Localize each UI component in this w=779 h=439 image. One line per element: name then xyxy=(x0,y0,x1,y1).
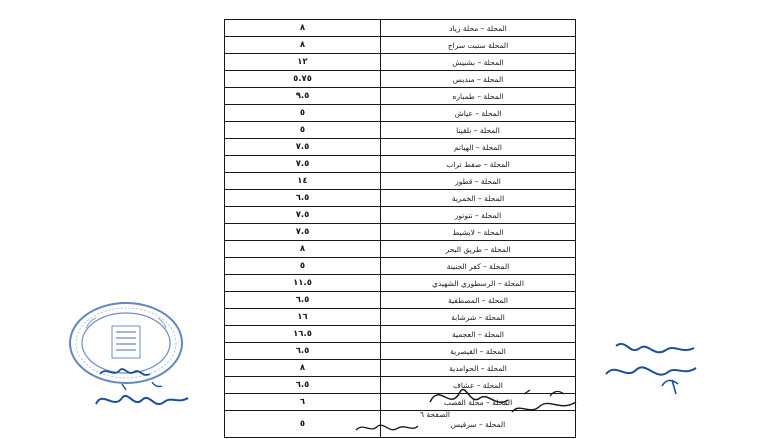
route-name-cell: المحلة – المصطفية xyxy=(381,292,576,309)
signature-right xyxy=(596,336,706,400)
fare-value-cell: ٧.٥ xyxy=(225,207,381,224)
route-name-cell: المحلة – شرشابة xyxy=(381,309,576,326)
route-name-cell: المحلة – سرفيس xyxy=(381,411,576,438)
table-row xyxy=(225,88,576,105)
route-name-cell: المحلة – صفط تراب xyxy=(381,156,576,173)
fare-value-cell: ٥ xyxy=(225,411,381,438)
table-row xyxy=(225,343,576,360)
route-name-cell: المحلة – عشاف xyxy=(381,377,576,394)
fare-value-cell: ٧.٥ xyxy=(225,224,381,241)
route-name-cell: المحلة – عياش xyxy=(381,105,576,122)
table-row xyxy=(225,326,576,343)
table-row xyxy=(225,54,576,71)
route-name-cell: المحلة – نتوتور xyxy=(381,207,576,224)
table-row xyxy=(225,275,576,292)
fare-value-cell: ٧.٥ xyxy=(225,156,381,173)
fare-value-cell: ٥.٧٥ xyxy=(225,71,381,88)
fare-value-cell: ٦ xyxy=(225,394,381,411)
table-row xyxy=(225,207,576,224)
fare-value-cell: ٨ xyxy=(225,241,381,258)
fare-value-cell: ٩.٥ xyxy=(225,88,381,105)
route-name-cell: المحلة سنبت سراج xyxy=(381,37,576,54)
table-row xyxy=(225,105,576,122)
route-name-cell: المحلة – منديس xyxy=(381,71,576,88)
table-row xyxy=(225,190,576,207)
table-row xyxy=(225,173,576,190)
fare-value-cell: ٨ xyxy=(225,20,381,37)
route-name-cell: المحلة – طريق البحر xyxy=(381,241,576,258)
fare-value-cell: ٧.٥ xyxy=(225,139,381,156)
fare-value-cell: ١١.٥ xyxy=(225,275,381,292)
route-name-cell: المحلة – محلة زياد xyxy=(381,20,576,37)
signature-footer xyxy=(352,418,422,438)
page-number: الصفحة ٦ xyxy=(420,410,450,419)
fare-value-cell: ٥ xyxy=(225,258,381,275)
signature-left xyxy=(92,360,212,420)
fare-value-cell: ٦.٥ xyxy=(225,343,381,360)
route-name-cell: المحلة – العجمية xyxy=(381,326,576,343)
route-name-cell: المحلة – بشبيش xyxy=(381,54,576,71)
route-name-cell: المحلة – الحوامدية xyxy=(381,360,576,377)
route-name-cell: المحلة – الرسطوري الشهيدي xyxy=(381,275,576,292)
route-name-cell: المحلة – بلقينا xyxy=(381,122,576,139)
table-row xyxy=(225,241,576,258)
fare-value-cell: ٦.٥ xyxy=(225,190,381,207)
fare-value-cell: ١٤ xyxy=(225,173,381,190)
fare-value-cell: ٥ xyxy=(225,105,381,122)
route-name-cell: المحلة – لايشيط xyxy=(381,224,576,241)
fare-value-cell: ٨ xyxy=(225,37,381,54)
fare-value-cell: ١٢ xyxy=(225,54,381,71)
route-name-cell: المحلة – الهياتم xyxy=(381,139,576,156)
table-row xyxy=(225,224,576,241)
fare-value-cell: ١٦ xyxy=(225,309,381,326)
table-row xyxy=(225,258,576,275)
route-name-cell: المحلة – الخمرية xyxy=(381,190,576,207)
route-name-cell: المحلة – كفر الجنينة xyxy=(381,258,576,275)
table-row xyxy=(225,156,576,173)
table-row xyxy=(225,71,576,88)
fare-value-cell: ٦.٥ xyxy=(225,377,381,394)
fare-value-cell: ١٦.٥ xyxy=(225,326,381,343)
fare-value-cell: ٨ xyxy=(225,360,381,377)
table-row xyxy=(225,20,576,37)
route-name-cell: المحلة – القيصرية xyxy=(381,343,576,360)
route-name-cell: المحلة – طمباره xyxy=(381,88,576,105)
table-row xyxy=(225,309,576,326)
route-name-cell: المحلة – محلة القصب xyxy=(381,394,576,411)
table-row xyxy=(225,122,576,139)
table-row xyxy=(225,139,576,156)
route-name-cell: المحلة – قطور xyxy=(381,173,576,190)
fare-value-cell: ٦.٥ xyxy=(225,292,381,309)
table-row xyxy=(225,37,576,54)
table-row xyxy=(225,292,576,309)
fare-value-cell: ٥ xyxy=(225,122,381,139)
